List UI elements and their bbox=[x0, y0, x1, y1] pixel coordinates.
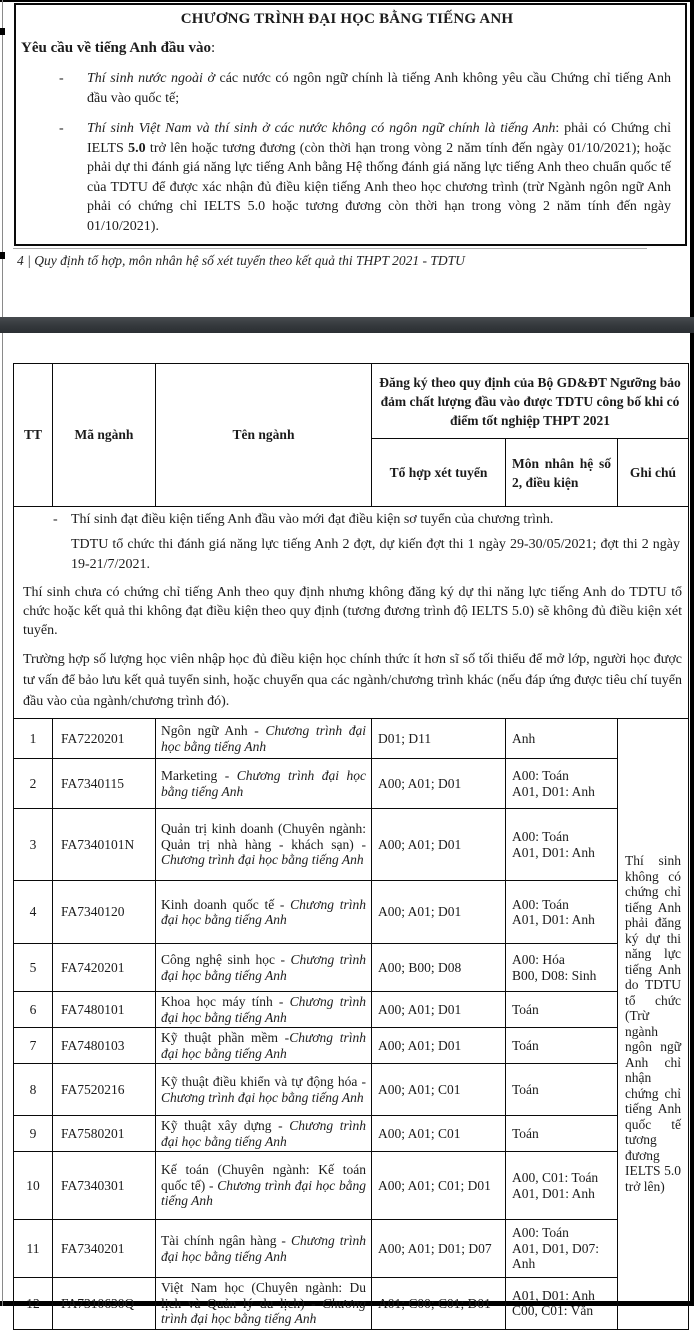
cell-to-hop: A00; A01; D01; D07 bbox=[372, 1220, 506, 1278]
cell-tt: 8 bbox=[14, 1064, 53, 1116]
cell-ma-nganh: FA7480103 bbox=[53, 1028, 156, 1064]
cell-tt: 3 bbox=[14, 809, 53, 881]
document-title: CHƯƠNG TRÌNH ĐẠI HỌC BẰNG TIẾNG ANH bbox=[180, 11, 514, 27]
cell-ten-nganh: Kỹ thuật phần mềm -Chương trình đại học bằng tiếng Anh bbox=[156, 1028, 372, 1064]
cell-mon-nhan: A00: Toán A01, D01: Anh bbox=[506, 881, 618, 944]
cell-ten-nganh: Marketing - Chương trình đại học bằng tiếng Anh bbox=[156, 759, 372, 809]
table-row bbox=[14, 1220, 689, 1278]
table-row bbox=[14, 1028, 689, 1064]
table-row bbox=[14, 992, 689, 1028]
table-row bbox=[14, 1116, 689, 1152]
cell-to-hop: D01; D11 bbox=[372, 719, 506, 759]
cell-mon-nhan: A00: Hóa B00, D08: Sinh bbox=[506, 944, 618, 992]
header-ten-nganh: Tên ngành bbox=[156, 364, 372, 507]
cell-mon-nhan: Toán bbox=[506, 1116, 618, 1152]
cell-tt: 1 bbox=[14, 719, 53, 759]
table-row bbox=[14, 1152, 689, 1220]
table-row bbox=[14, 809, 689, 881]
cell-tt: 9 bbox=[14, 1116, 53, 1152]
header-dang-ky: Đăng ký theo quy định của Bộ GD&ĐT Ngưỡng bảo đảm chất lượng đầu vào được TDTU công bố khi có điểm tốt nghiệp THPT 2021 bbox=[372, 364, 689, 439]
cell-tt: 5 bbox=[14, 944, 53, 992]
cell-tt: 2 bbox=[14, 759, 53, 809]
cell-to-hop: A00; A01; D01 bbox=[372, 809, 506, 881]
cell-ma-nganh: FA7480101 bbox=[53, 992, 156, 1028]
cell-mon-nhan: Toán bbox=[506, 1064, 618, 1116]
cell-mon-nhan: A00: Toán A01, D01: Anh bbox=[506, 809, 618, 881]
header-mon-nhan: Môn nhân hệ số 2, điều kiện bbox=[506, 439, 618, 507]
bullet-dash: - bbox=[59, 71, 64, 86]
cell-ten-nganh: Khoa học máy tính - Chương trình đại học bằng tiếng Anh bbox=[156, 992, 372, 1028]
english-requirements-box bbox=[14, 3, 687, 246]
header-ghi-chu: Ghi chú bbox=[618, 439, 689, 507]
cell-ten-nganh: Kế toán (Chuyên ngành: Kế toán quốc tế) - Chương trình đại học bằng tiếng Anh bbox=[156, 1152, 372, 1220]
cell-ten-nganh: Công nghệ sinh học - Chương trình đại học bằng tiếng Anh bbox=[156, 944, 372, 992]
admissions-table bbox=[13, 363, 689, 1330]
cell-to-hop: A00; A01; D01 bbox=[372, 759, 506, 809]
page-edge-top bbox=[0, 0, 694, 2]
scan-artifact-tick bbox=[0, 28, 5, 35]
cell-mon-nhan: A00: Toán A01, D01, D07: Anh bbox=[506, 1220, 618, 1278]
cell-ten-nganh: Ngôn ngữ Anh - Chương trình đại học bằng tiếng Anh bbox=[156, 719, 372, 759]
table-row bbox=[14, 1064, 689, 1116]
table-notes-section bbox=[14, 507, 689, 719]
table-data-section bbox=[14, 719, 689, 1330]
cell-ma-nganh: FA7340115 bbox=[53, 759, 156, 809]
cell-ten-nganh: Quản trị kinh doanh (Chuyên ngành: Quản trị nhà hàng - khách sạn) - Chương trình đại học bằng tiếng Anh bbox=[156, 809, 372, 881]
note-exam-schedule: TDTU tổ chức thi đánh giá năng lực tiếng Anh 2 đợt, dự kiến đợt thi 1 ngày 29-30/05/2021; đợt thi 2 ngày 19-21/7/2021. bbox=[71, 537, 681, 572]
cell-ma-nganh: FA7580201 bbox=[53, 1116, 156, 1152]
cell-to-hop: A00; A01; C01; D01 bbox=[372, 1152, 506, 1220]
cell-mon-nhan: Toán bbox=[506, 1028, 618, 1064]
page-footer: 4 | Quy định tổ hợp, môn nhân hệ số xét tuyển theo kết quả thi THPT 2021 - TDTU bbox=[17, 253, 465, 268]
cell-to-hop: A01; C00; C01; D01 bbox=[372, 1278, 506, 1330]
cell-to-hop: A00; A01; C01 bbox=[372, 1116, 506, 1152]
cell-tt: 12 bbox=[14, 1278, 53, 1330]
cell-ma-nganh: FA7520216 bbox=[53, 1064, 156, 1116]
cell-ten-nganh: Kinh doanh quốc tế - Chương trình đại học bằng tiếng Anh bbox=[156, 881, 372, 944]
note-dash: - bbox=[53, 512, 58, 527]
table-row bbox=[14, 1278, 689, 1330]
cell-ma-nganh: FA7340301 bbox=[53, 1152, 156, 1220]
cell-to-hop: A00; A01; D01 bbox=[372, 1028, 506, 1064]
note-min-class-size: Trường hợp số lượng học viên nhập học đủ điều kiện học chính thức ít hơn sĩ số tối thiểu để mở lớp, người học được tư vấn để bảo lưu kết quả tuyển sinh, hoặc chuyển qua các ngành/chương trình khác (nếu đáp ứng được tiêu chí tuyển đầu vào của ngành/chương trình đó). bbox=[23, 652, 683, 709]
bullet-foreign-students: - Thí sinh nước ngoài ở các nước có ngôn ngữ chính là tiếng Anh không yêu cầu Chứng chỉ tiếng Anh đầu vào quốc tế; bbox=[59, 71, 671, 106]
cell-to-hop: A00; B00; D08 bbox=[372, 944, 506, 992]
cell-to-hop: A00; A01; C01 bbox=[372, 1064, 506, 1116]
table-header bbox=[14, 364, 689, 507]
table-row bbox=[14, 944, 689, 992]
note-so-tuyen: - Thí sinh đạt điều kiện tiếng Anh đầu vào mới đạt điều kiện sơ tuyển của chương trình. bbox=[71, 510, 680, 530]
note-no-certificate: Thí sinh chưa có chứng chỉ tiếng Anh theo quy định nhưng không đăng ký dự thi năng lực tiếng Anh do TDTU tổ chức hoặc kết quả thi không đạt điều kiện theo quy định (tương đương trình độ IELTS 5.0) sẽ không đủ điều kiện xét tuyển. bbox=[23, 585, 683, 638]
notes-cell bbox=[14, 507, 689, 719]
page-edge-left-line bbox=[2, 0, 3, 1306]
bullet-dash: - bbox=[59, 121, 64, 136]
table-row bbox=[14, 881, 689, 944]
cell-ma-nganh: FA7310630Q bbox=[53, 1278, 156, 1330]
footer-rule bbox=[13, 248, 647, 249]
page-edge-right bbox=[690, 0, 694, 1306]
cell-mon-nhan: Anh bbox=[506, 719, 618, 759]
table-row bbox=[14, 759, 689, 809]
cell-ma-nganh: FA7220201 bbox=[53, 719, 156, 759]
cell-ten-nganh: Việt Nam học (Chuyên ngành: Du lịch và Quản lý du lịch) - Chương trình đại học bằng tiếng Anh bbox=[156, 1278, 372, 1330]
cell-ma-nganh: FA7420201 bbox=[53, 944, 156, 992]
bullet-vietnamese-students: - Thí sinh Việt Nam và thí sinh ở các nước không có ngôn ngữ chính là tiếng Anh: phải có Chứng chỉ IELTS 5.0 trở lên hoặc tương đương (còn thời hạn trong vòng 2 năm tính đến ngày 01/10/2021); hoặc phải dự thi đánh giá năng lực tiếng Anh bằng Hệ thống đánh giá năng lực tiếng Anh theo chuẩn quốc tế của TDTU để được xác nhận đủ điều kiện tiếng Anh theo học chương trình (trừ Ngành ngôn ngữ Anh phải có chứng chỉ IELTS 5.0 hoặc tương đương còn thời hạn trong vòng 2 năm tính đến ngày 01/10/2021). bbox=[59, 121, 671, 234]
header-tt: TT bbox=[14, 364, 53, 507]
cell-ma-nganh: FA7340120 bbox=[53, 881, 156, 944]
cell-ten-nganh: Tài chính ngân hàng - Chương trình đại học bằng tiếng Anh bbox=[156, 1220, 372, 1278]
cell-ma-nganh: FA7340201 bbox=[53, 1220, 156, 1278]
cell-mon-nhan: A00: Toán A01, D01: Anh bbox=[506, 759, 618, 809]
cell-ten-nganh: Kỹ thuật điều khiển và tự động hóa - Chương trình đại học bằng tiếng Anh bbox=[156, 1064, 372, 1116]
cell-tt: 10 bbox=[14, 1152, 53, 1220]
cell-mon-nhan: A00, C01: Toán A01, D01: Anh bbox=[506, 1152, 618, 1220]
cell-tt: 7 bbox=[14, 1028, 53, 1064]
cell-mon-nhan: A01, D01: Anh C00, C01: Văn bbox=[506, 1278, 618, 1330]
requirements-heading: Yêu cầu về tiếng Anh đầu vào: bbox=[21, 40, 216, 56]
cell-ma-nganh: FA7340101N bbox=[53, 809, 156, 881]
cell-tt: 4 bbox=[14, 881, 53, 944]
cell-tt: 6 bbox=[14, 992, 53, 1028]
page-divider-bar bbox=[0, 317, 694, 333]
header-ma-nganh: Mã ngành bbox=[53, 364, 156, 507]
cell-mon-nhan: Toán bbox=[506, 992, 618, 1028]
cell-ten-nganh: Kỹ thuật xây dựng - Chương trình đại học bằng tiếng Anh bbox=[156, 1116, 372, 1152]
cell-to-hop: A00; A01; D01 bbox=[372, 881, 506, 944]
cell-to-hop: A00; A01; D01 bbox=[372, 992, 506, 1028]
cell-tt: 11 bbox=[14, 1220, 53, 1278]
table-row bbox=[14, 719, 689, 759]
header-to-hop: Tổ hợp xét tuyển bbox=[372, 439, 506, 507]
cell-ghi-chu-merged: Thí sinh không có chứng chỉ tiếng Anh phải đăng ký dự thi năng lực tiếng Anh do TDTU tổ chức (Trừ ngành ngôn ngữ Anh chỉ nhận chứng chỉ tiếng Anh quốc tế tương đương IELTS 5.0 trở lên) bbox=[618, 719, 689, 1330]
scan-artifact-tick bbox=[0, 252, 5, 259]
